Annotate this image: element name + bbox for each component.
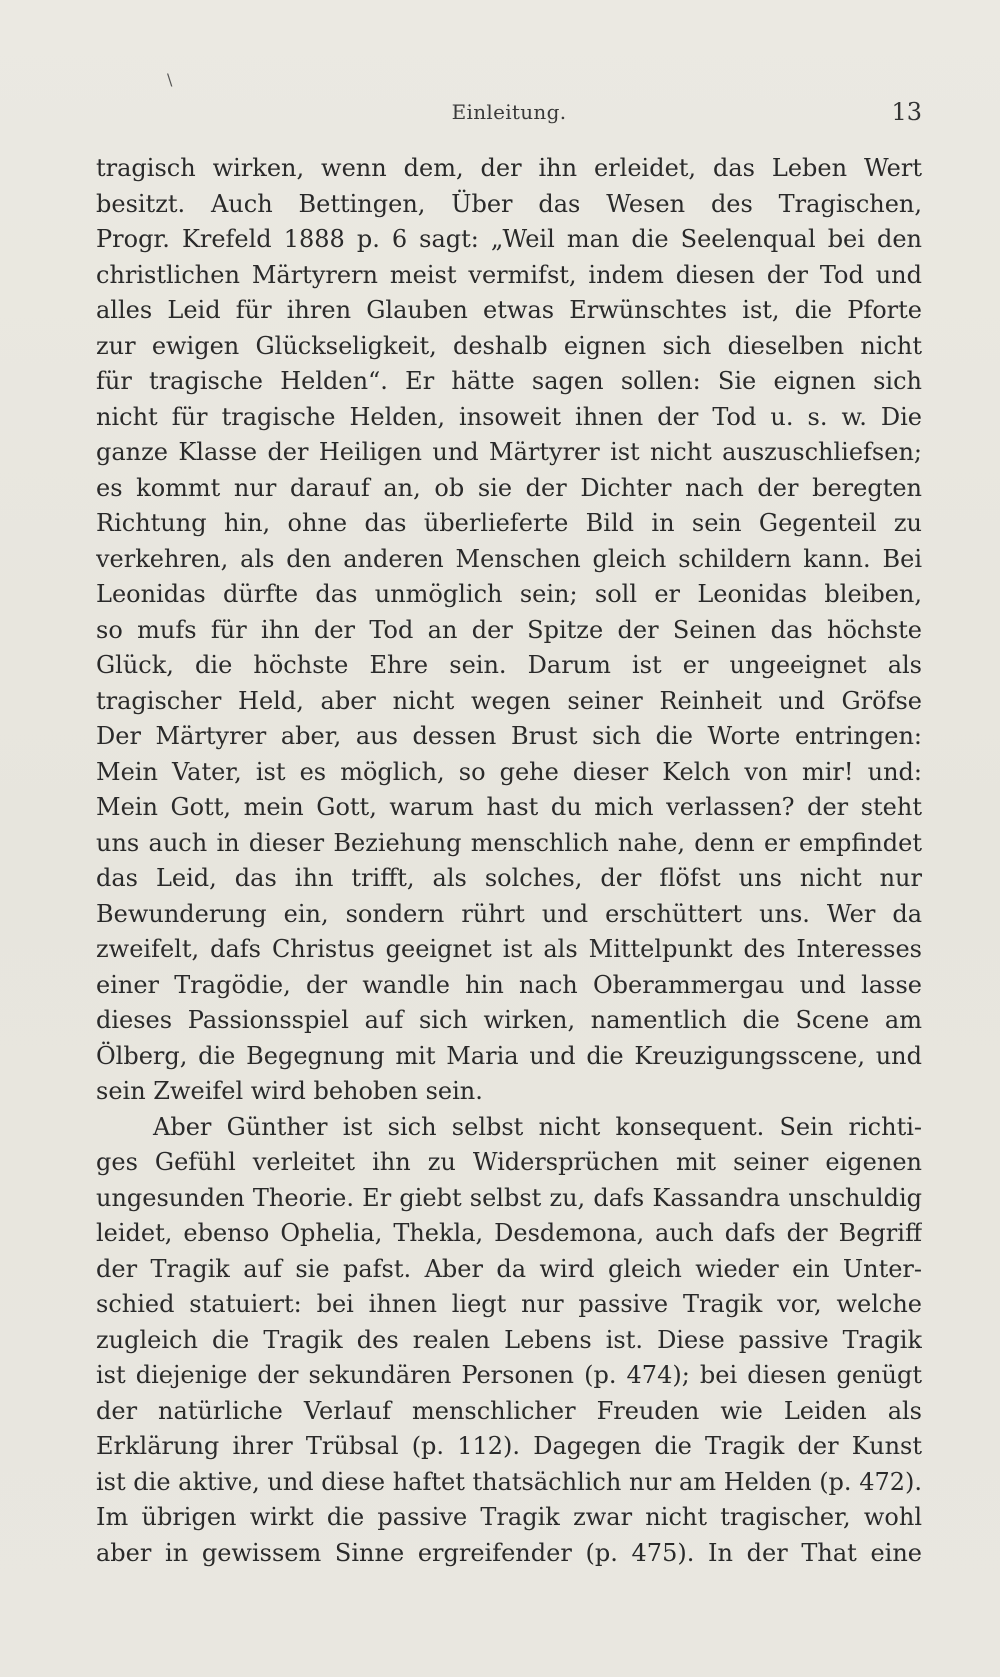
paragraph-start-line: Aber Günther ist sich selbst nicht konsequent. Sein richti-: [153, 1112, 922, 1141]
text-line: einer Tragödie, der wandle hin nach Oberammergau und lasse: [96, 970, 922, 999]
text-line: zugleich die Tragik des realen Lebens ist. Diese passive Tragik: [96, 1325, 922, 1354]
text-line: Ölberg, die Begegnung mit Maria und die Kreuzigungsscene, und: [96, 1041, 922, 1070]
page-header: [96, 98, 922, 130]
page-number: 13: [891, 98, 922, 126]
text-line: christlichen Märtyrern meist vermifst, indem diesen der Tod und: [96, 260, 922, 289]
text-line: Mein Gott, mein Gott, warum hast du mich verlassen? der steht: [96, 793, 922, 821]
text-line: Glück, die höchste Ehre sein. Darum ist er ungeeignet als: [96, 651, 922, 679]
text-line: für tragische Helden“. Er hätte sagen sollen: Sie eignen sich: [96, 367, 922, 395]
text-line: so mufs für ihn der Tod an der Spitze der Seinen das höchste: [96, 615, 922, 644]
text-line: es kommt nur darauf an, ob sie der Dichter nach der beregten: [96, 473, 922, 502]
text-line: schied statuiert: bei ihnen liegt nur passive Tragik vor, welche: [96, 1290, 922, 1318]
stray-ink-mark: \: [167, 70, 173, 89]
text-line: ganze Klasse der Heiligen und Märtyrer ist nicht auszuschliefsen;: [96, 438, 922, 466]
text-line: uns auch in dieser Beziehung menschlich nahe, denn er empfindet: [96, 828, 922, 857]
text-line: Bewunderung ein, sondern rührt und erschüttert uns. Wer da: [96, 899, 922, 928]
text-line: tragisch wirken, wenn dem, der ihn erleidet, das Leben Wert: [96, 154, 922, 182]
text-line: zweifelt, dafs Christus geeignet ist als Mittelpunkt des Interesses: [96, 935, 922, 963]
text-line: Mein Vater, ist es möglich, so gehe dieser Kelch von mir! und:: [96, 757, 922, 786]
running-head: Einleitung.: [451, 100, 567, 124]
text-line: ges Gefühl verleitet ihn zu Widersprüchen mit seiner eigenen: [96, 1148, 922, 1176]
text-line: der natürliche Verlauf menschlicher Freuden wie Leiden als: [96, 1396, 922, 1425]
text-line: Im übrigen wirkt die passive Tragik zwar nicht tragischer, wohl: [96, 1503, 922, 1531]
text-line: zur ewigen Glückseligkeit, deshalb eignen sich dieselben nicht: [96, 331, 922, 360]
text-line: alles Leid für ihren Glauben etwas Erwünschtes ist, die Pforte: [96, 296, 922, 324]
text-line: dieses Passionsspiel auf sich wirken, namentlich die Scene am: [96, 1006, 922, 1034]
text-line: Leonidas dürfte das unmöglich sein; soll er Leonidas bleiben,: [96, 580, 922, 608]
text-line: aber in gewissem Sinne ergreifender (p. 475). In der That eine: [96, 1538, 922, 1567]
text-line: das Leid, das ihn trifft, als solches, der flöfst uns nicht nur: [96, 864, 922, 892]
text-line: ungesunden Theorie. Er giebt selbst zu, dafs Kassandra unschuldig: [96, 1183, 922, 1212]
text-line: ist diejenige der sekundären Personen (p. 474); bei diesen genügt: [96, 1361, 922, 1389]
body-text: [96, 151, 922, 1571]
text-line: Richtung hin, ohne das überlieferte Bild in sein Gegenteil zu: [96, 509, 922, 537]
text-line: verkehren, als den anderen Menschen gleich schildern kann. Bei: [96, 544, 922, 573]
text-line: Der Märtyrer aber, aus dessen Brust sich die Worte entringen:: [96, 722, 922, 750]
text-line: tragischer Held, aber nicht wegen seiner Reinheit und Gröfse: [96, 686, 922, 715]
text-line: leidet, ebenso Ophelia, Thekla, Desdemona, auch dafs der Begriff: [96, 1219, 922, 1247]
text-line: besitzt. Auch Bettingen, Über das Wesen des Tragischen,: [96, 189, 922, 218]
text-line: nicht für tragische Helden, insoweit ihnen der Tod u. s. w. Die: [96, 402, 922, 431]
text-line: Erklärung ihrer Trübsal (p. 112). Dagegen die Tragik der Kunst: [96, 1432, 922, 1460]
text-line: ist die aktive, und diese haftet thatsächlich nur am Helden (p. 472).: [96, 1467, 922, 1496]
text-line: Progr. Krefeld 1888 p. 6 sagt: „Weil man die Seelenqual bei den: [96, 225, 922, 253]
paragraph-end-line: sein Zweifel wird behoben sein.: [96, 1077, 483, 1105]
text-line: der Tragik auf sie pafst. Aber da wird gleich wieder ein Unter-: [96, 1254, 922, 1283]
